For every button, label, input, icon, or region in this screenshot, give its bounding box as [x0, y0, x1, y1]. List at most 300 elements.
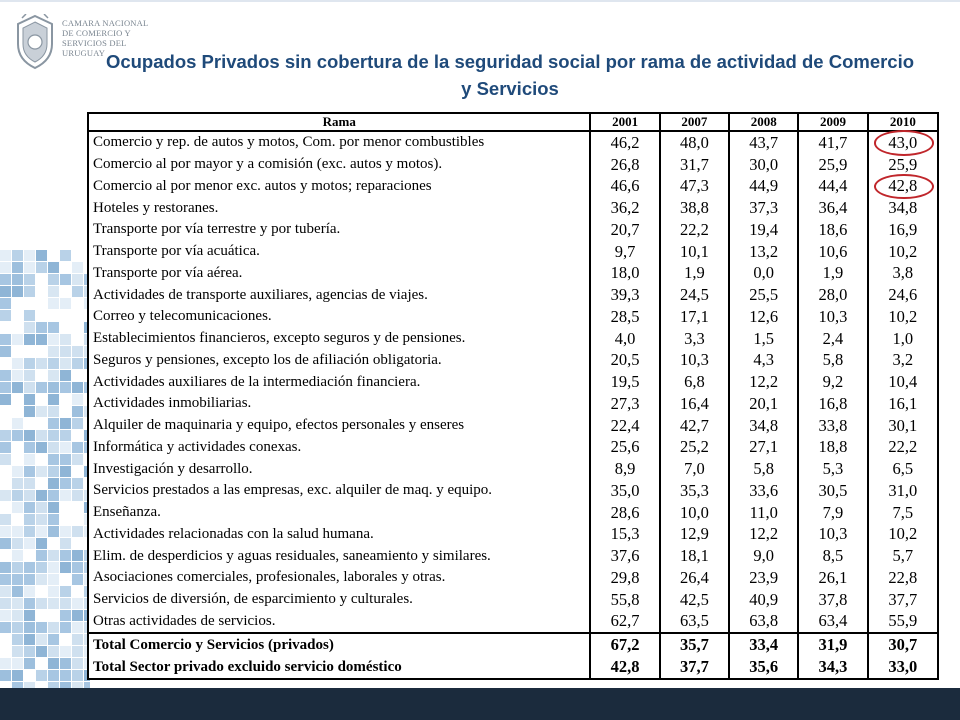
mosaic-tile [36, 598, 47, 609]
mosaic-tile [60, 466, 71, 477]
value-cell: 1,0 [892, 328, 914, 348]
value-cell: 25,9 [888, 154, 918, 174]
mosaic-tile [12, 466, 23, 477]
value-cell: 30,1 [888, 415, 918, 435]
value-cell: 7,0 [660, 458, 729, 480]
mosaic-tile [0, 262, 11, 273]
mosaic-tile [48, 370, 59, 381]
mosaic-tile [12, 502, 23, 513]
value-cell: 18,0 [590, 263, 659, 285]
rama-cell: Comercio al por menor exc. autos y motos; reparaciones [89, 176, 590, 198]
mosaic-tile [48, 574, 59, 585]
table-row [89, 219, 937, 241]
rama-cell: Comercio y rep. de autos y motos, Com. por menor combustibles [89, 131, 590, 154]
mosaic-tile [72, 526, 83, 537]
rama-cell: Correo y telecomunicaciones. [89, 306, 590, 328]
value-cell: 16,1 [888, 393, 918, 413]
mosaic-tile [12, 334, 23, 345]
mosaic-tile [24, 586, 35, 597]
mosaic-tile [0, 430, 11, 441]
data-table [87, 112, 939, 680]
mosaic-tile [36, 526, 47, 537]
value-cell: 22,8 [888, 567, 918, 587]
mosaic-tile [24, 502, 35, 513]
value-cell: 16,4 [660, 393, 729, 415]
mosaic-tile [72, 346, 83, 357]
mosaic-tile [24, 322, 35, 333]
mosaic-tile [12, 262, 23, 273]
value-cell: 11,0 [729, 502, 798, 524]
mosaic-tile [72, 670, 83, 681]
mosaic-tile [48, 430, 59, 441]
value-cell: 20,1 [729, 393, 798, 415]
mosaic-tile [72, 262, 83, 273]
value-cell: 19,5 [590, 371, 659, 393]
header-year: 2001 [590, 114, 659, 131]
mosaic-tile [36, 358, 47, 369]
mosaic-tile [60, 274, 71, 285]
value-cell: 41,7 [798, 131, 867, 154]
mosaic-tile [0, 334, 11, 345]
mosaic-tile [24, 370, 35, 381]
value-cell: 23,9 [729, 567, 798, 589]
value-cell: 37,7 [888, 589, 918, 609]
table-row [89, 284, 937, 306]
table-row [89, 131, 937, 154]
value-cell: 16,8 [798, 393, 867, 415]
value-cell: 47,3 [660, 176, 729, 198]
value-cell: 4,0 [590, 328, 659, 350]
value-cell: 13,2 [729, 241, 798, 263]
value-cell: 19,4 [729, 219, 798, 241]
mosaic-tile [0, 454, 11, 465]
mosaic-tile [12, 538, 23, 549]
value-cell: 22,2 [888, 437, 918, 457]
value-cell: 10,1 [660, 241, 729, 263]
mosaic-tile [12, 526, 23, 537]
mosaic-tile [48, 418, 59, 429]
mosaic-tile [72, 478, 83, 489]
value-cell: 46,2 [590, 131, 659, 154]
value-cell: 9,0 [729, 545, 798, 567]
mosaic-tile [72, 574, 83, 585]
mosaic-tile [60, 550, 71, 561]
mosaic-tile [60, 490, 71, 501]
value-cell: 27,3 [590, 393, 659, 415]
mosaic-tile [0, 286, 11, 297]
value-cell: 42,7 [660, 415, 729, 437]
mosaic-tile [72, 454, 83, 465]
mosaic-tile [60, 646, 71, 657]
table-row [89, 611, 937, 634]
mosaic-tile [36, 442, 47, 453]
mosaic-tile [12, 574, 23, 585]
mosaic-tile [12, 370, 23, 381]
mosaic-tile [72, 634, 83, 645]
mosaic-tile [72, 382, 83, 393]
value-cell: 3,8 [892, 263, 914, 283]
mosaic-tile [12, 658, 23, 669]
mosaic-tile [72, 622, 83, 633]
value-cell: 35,0 [590, 480, 659, 502]
value-cell: 44,4 [798, 176, 867, 198]
mosaic-tile [36, 250, 47, 261]
mosaic-tile [0, 250, 11, 261]
mosaic-tile [12, 286, 23, 297]
value-cell: 10,2 [888, 306, 918, 326]
mosaic-tile [24, 466, 35, 477]
value-cell: 37,8 [798, 589, 867, 611]
mosaic-tile [72, 550, 83, 561]
mosaic-tile [48, 274, 59, 285]
value-cell: 25,9 [798, 154, 867, 176]
value-cell: 35,3 [660, 480, 729, 502]
mosaic-tile [0, 526, 11, 537]
mosaic-tile [12, 418, 23, 429]
rama-cell: Investigación y desarrollo. [89, 458, 590, 480]
mosaic-tile [24, 442, 35, 453]
value-cell: 24,5 [660, 284, 729, 306]
mosaic-tile [36, 550, 47, 561]
mosaic-tile [48, 298, 59, 309]
value-cell: 16,9 [888, 219, 918, 239]
value-cell: 34,8 [729, 415, 798, 437]
mosaic-tile [0, 346, 11, 357]
value-cell: 12,2 [729, 371, 798, 393]
top-border [0, 0, 960, 2]
value-cell: 18,1 [660, 545, 729, 567]
mosaic-tile [36, 490, 47, 501]
value-cell: 22,2 [660, 219, 729, 241]
mosaic-tile [12, 274, 23, 285]
mosaic-tile [24, 274, 35, 285]
mosaic-tile [72, 406, 83, 417]
value-cell: 10,0 [660, 502, 729, 524]
mosaic-tile [72, 658, 83, 669]
value-cell: 8,5 [798, 545, 867, 567]
value-cell: 20,5 [590, 350, 659, 372]
mosaic-tile [60, 442, 71, 453]
mosaic-tile [60, 430, 71, 441]
mosaic-tile [48, 442, 59, 453]
rama-cell: Actividades de transporte auxiliares, agencias de viajes. [89, 284, 590, 306]
value-cell: 25,6 [590, 437, 659, 459]
mosaic-tile [72, 358, 83, 369]
value-cell: 8,9 [590, 458, 659, 480]
mosaic-tile [24, 526, 35, 537]
mosaic-tile [48, 406, 59, 417]
value-cell: 67,2 [590, 633, 659, 656]
value-cell: 25,2 [660, 437, 729, 459]
value-cell: 26,8 [590, 154, 659, 176]
table-row [89, 263, 937, 285]
mosaic-tile [72, 646, 83, 657]
value-cell: 1,5 [729, 328, 798, 350]
value-cell: 25,5 [729, 284, 798, 306]
mosaic-tile [36, 574, 47, 585]
mosaic-tile [0, 442, 11, 453]
value-cell: 9,2 [798, 371, 867, 393]
mosaic-tile [36, 538, 47, 549]
value-cell: 12,2 [729, 524, 798, 546]
mosaic-tile [24, 394, 35, 405]
table-row [89, 524, 937, 546]
mosaic-tile [36, 406, 47, 417]
value-cell: 2,4 [798, 328, 867, 350]
value-cell: 30,5 [798, 480, 867, 502]
mosaic-tile [48, 346, 59, 357]
mosaic-tile [12, 598, 23, 609]
header-year: 2007 [660, 114, 729, 131]
rama-cell: Servicios de diversión, de esparcimiento y culturales. [89, 589, 590, 611]
mosaic-tile [24, 286, 35, 297]
value-cell: 30,0 [729, 154, 798, 176]
mosaic-tile [36, 334, 47, 345]
value-cell: 10,6 [798, 241, 867, 263]
mosaic-tile [60, 586, 71, 597]
mosaic-tile [0, 310, 11, 321]
header-year: 2008 [729, 114, 798, 131]
mosaic-tile [48, 670, 59, 681]
value-cell: 5,8 [729, 458, 798, 480]
value-cell: 7,5 [892, 502, 914, 522]
table-row [89, 197, 937, 219]
mosaic-tile [0, 370, 11, 381]
value-cell: 5,8 [798, 350, 867, 372]
mosaic-tile [36, 430, 47, 441]
mosaic-tile [24, 514, 35, 525]
header-rama: Rama [89, 114, 590, 131]
mosaic-tile [72, 610, 83, 621]
seal-icon [12, 14, 58, 70]
mosaic-tile [48, 634, 59, 645]
rama-cell: Seguros y pensiones, excepto los de afiliación obligatoria. [89, 350, 590, 372]
value-cell: 33,6 [729, 480, 798, 502]
mosaic-tile [12, 562, 23, 573]
mosaic-tile [60, 454, 71, 465]
value-cell: 12,9 [660, 524, 729, 546]
mosaic-tile [48, 622, 59, 633]
rama-cell: Establecimientos financieros, excepto seguros y de pensiones. [89, 328, 590, 350]
value-cell: 44,9 [729, 176, 798, 198]
mosaic-tile [48, 550, 59, 561]
mosaic-tile [24, 430, 35, 441]
mosaic-tile [72, 286, 83, 297]
highlighted-value-cell: 42,8 [868, 176, 937, 198]
value-cell: 22,4 [590, 415, 659, 437]
mosaic-tile [24, 538, 35, 549]
mosaic-tile [24, 358, 35, 369]
value-cell: 33,8 [798, 415, 867, 437]
value-cell: 4,3 [729, 350, 798, 372]
table-header-row [89, 114, 937, 131]
mosaic-tile [0, 298, 11, 309]
value-cell: 55,8 [590, 589, 659, 611]
value-cell: 5,7 [892, 546, 914, 566]
table-row [89, 458, 937, 480]
mosaic-tile [24, 406, 35, 417]
value-cell: 46,6 [590, 176, 659, 198]
value-cell: 34,3 [798, 656, 867, 678]
value-cell: 10,2 [888, 524, 918, 544]
mosaic-tile [48, 262, 59, 273]
mosaic-tile [48, 286, 59, 297]
rama-cell: Transporte por vía terrestre y por tubería. [89, 219, 590, 241]
value-cell: 36,4 [798, 197, 867, 219]
value-cell: 29,8 [590, 567, 659, 589]
value-cell: 10,3 [798, 306, 867, 328]
value-cell: 3,3 [660, 328, 729, 350]
mosaic-tile [36, 322, 47, 333]
mosaic-tile [24, 574, 35, 585]
value-cell: 28,5 [590, 306, 659, 328]
rama-cell: Total Comercio y Servicios (privados) [89, 633, 590, 656]
mosaic-tile [48, 454, 59, 465]
value-cell: 7,9 [798, 502, 867, 524]
table-row [89, 241, 937, 263]
mosaic-tile [48, 466, 59, 477]
mosaic-tile [48, 586, 59, 597]
mosaic-tile [60, 334, 71, 345]
mosaic-tile [60, 598, 71, 609]
value-cell: 62,7 [590, 611, 659, 634]
value-cell: 26,1 [798, 567, 867, 589]
mosaic-tile [24, 334, 35, 345]
mosaic-tile [12, 646, 23, 657]
table-row [89, 567, 937, 589]
mosaic-tile [60, 358, 71, 369]
mosaic-tile [0, 274, 11, 285]
mosaic-tile [72, 274, 83, 285]
mosaic-tile [0, 394, 11, 405]
mosaic-tile [36, 466, 47, 477]
mosaic-tile [0, 610, 11, 621]
mosaic-tile [24, 382, 35, 393]
mosaic-tile [72, 562, 83, 573]
rama-cell: Comercio al por mayor y a comisión (exc. autos y motos). [89, 154, 590, 176]
value-cell: 63,4 [798, 611, 867, 634]
mosaic-tile [0, 514, 11, 525]
value-cell: 3,2 [892, 350, 914, 370]
value-cell: 10,4 [888, 372, 918, 392]
mosaic-tile [12, 622, 23, 633]
mosaic-tile [24, 310, 35, 321]
value-cell: 9,7 [590, 241, 659, 263]
mosaic-tile [12, 490, 23, 501]
table-row [89, 545, 937, 567]
total-row [89, 656, 937, 678]
mosaic-tile [60, 658, 71, 669]
mosaic-tile [48, 646, 59, 657]
value-cell: 28,0 [798, 284, 867, 306]
value-cell: 12,6 [729, 306, 798, 328]
mosaic-tile [12, 610, 23, 621]
footer-band [0, 688, 960, 720]
rama-cell: Transporte por vía acuática. [89, 241, 590, 263]
value-cell: 42,8 [590, 656, 659, 678]
mosaic-tile [24, 610, 35, 621]
total-row [89, 633, 937, 656]
rama-cell: Informática y actividades conexas. [89, 437, 590, 459]
mosaic-tile [0, 670, 11, 681]
rama-cell: Actividades relacionadas con la salud humana. [89, 524, 590, 546]
table-row [89, 502, 937, 524]
mosaic-tile [36, 562, 47, 573]
value-cell: 55,9 [888, 611, 918, 631]
table-row [89, 328, 937, 350]
mosaic-tile [36, 646, 47, 657]
value-cell: 37,7 [660, 656, 729, 678]
table-row [89, 480, 937, 502]
value-cell: 18,6 [798, 219, 867, 241]
mosaic-tile [24, 646, 35, 657]
mosaic-tile [60, 346, 71, 357]
header-year: 2009 [798, 114, 867, 131]
rama-cell: Alquiler de maquinaria y equipo, efectos personales y enseres [89, 415, 590, 437]
value-cell: 30,7 [868, 633, 937, 656]
mosaic-tile [48, 526, 59, 537]
mosaic-tile [60, 610, 71, 621]
mosaic-tile [24, 562, 35, 573]
value-cell: 10,2 [888, 241, 918, 261]
mosaic-tile [12, 670, 23, 681]
mosaic-tile [48, 358, 59, 369]
mosaic-tile [48, 502, 59, 513]
value-cell: 10,3 [798, 524, 867, 546]
value-cell: 6,8 [660, 371, 729, 393]
mosaic-tile [36, 514, 47, 525]
mosaic-tile [48, 514, 59, 525]
value-cell: 33,4 [729, 633, 798, 656]
value-cell: 18,8 [798, 437, 867, 459]
page-title: Ocupados Privados sin cobertura de la seguridad social por rama de actividad de Comercio y Servicios [105, 51, 915, 99]
mosaic-tile [12, 634, 23, 645]
value-cell: 1,9 [660, 263, 729, 285]
rama-cell: Actividades auxiliares de la intermediación financiera. [89, 371, 590, 393]
mosaic-tile [0, 586, 11, 597]
mosaic-tile [48, 490, 59, 501]
value-cell: 35,7 [660, 633, 729, 656]
mosaic-tile [24, 622, 35, 633]
value-cell: 37,6 [590, 545, 659, 567]
mosaic-tile [36, 622, 47, 633]
rama-cell: Otras actividades de servicios. [89, 611, 590, 634]
mosaic-tile [48, 382, 59, 393]
mosaic-tile [36, 262, 47, 273]
value-cell: 31,7 [660, 154, 729, 176]
mosaic-tile [60, 622, 71, 633]
value-cell: 20,7 [590, 219, 659, 241]
mosaic-tile [12, 382, 23, 393]
mosaic-tile [72, 442, 83, 453]
mosaic-tile [12, 358, 23, 369]
mosaic-tile [0, 658, 11, 669]
header-year: 2010 [868, 114, 937, 131]
value-cell: 38,8 [660, 197, 729, 219]
value-cell: 35,6 [729, 656, 798, 678]
value-cell: 39,3 [590, 284, 659, 306]
value-cell: 33,0 [888, 657, 918, 677]
mosaic-tile [72, 394, 83, 405]
value-cell: 63,5 [660, 611, 729, 634]
table-row [89, 350, 937, 372]
mosaic-tile [0, 562, 11, 573]
mosaic-tile [60, 562, 71, 573]
mosaic-tile [12, 586, 23, 597]
value-cell: 37,3 [729, 197, 798, 219]
value-cell: 43,7 [729, 131, 798, 154]
table-row [89, 176, 937, 198]
